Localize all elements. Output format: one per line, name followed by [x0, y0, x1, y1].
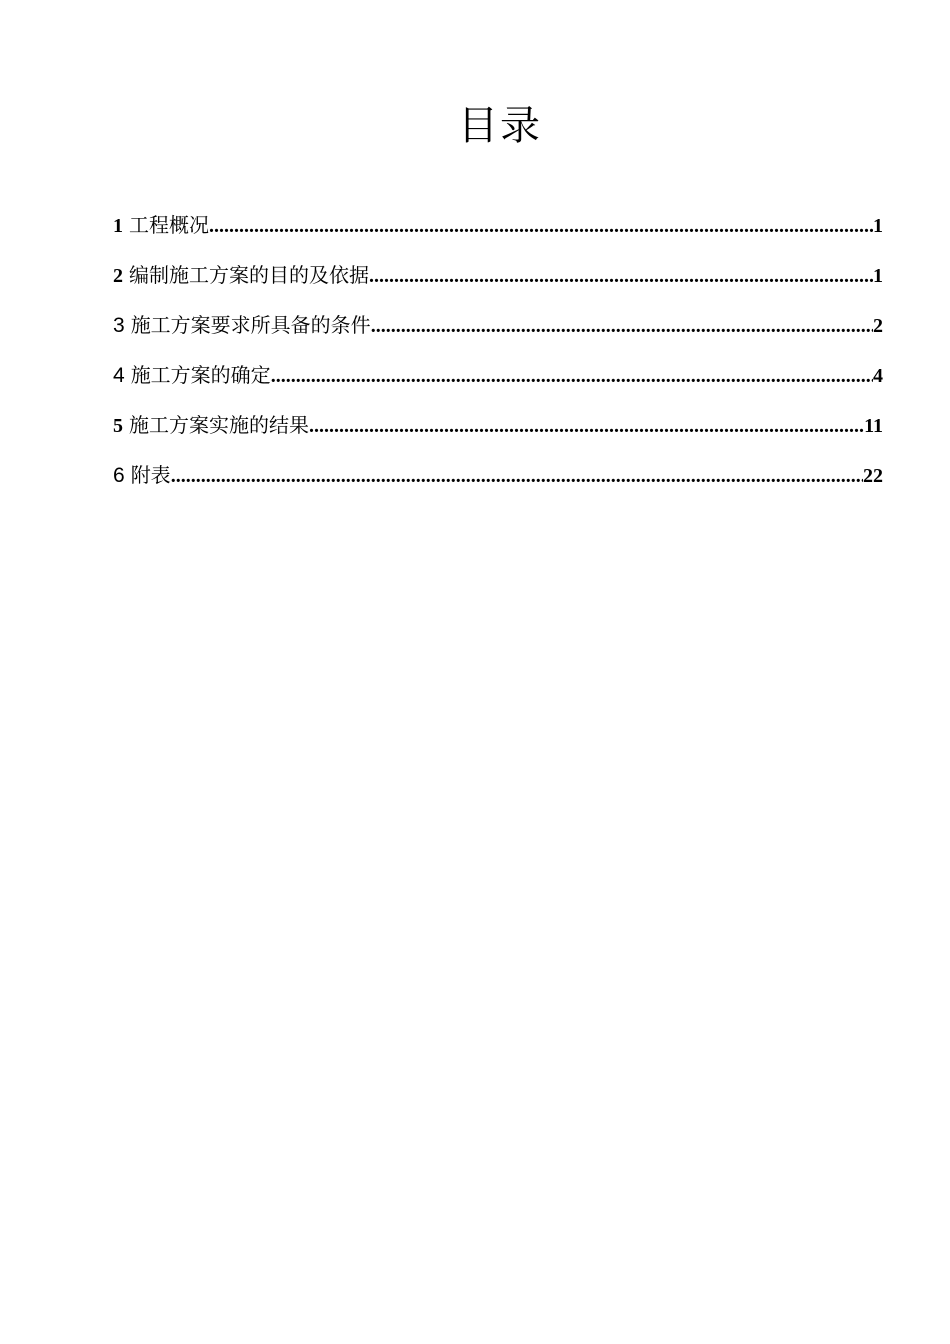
toc-entry[interactable] — [113, 358, 883, 408]
toc-entry-label: 施工方案实施的结果 — [129, 413, 309, 437]
toc-entry[interactable] — [113, 408, 883, 458]
toc-entry[interactable] — [113, 458, 883, 508]
toc-entry-number: 6 — [113, 464, 125, 487]
toc-entry-label: 编制施工方案的目的及依据 — [129, 263, 369, 287]
toc-entry-page: 22 — [863, 465, 883, 487]
toc-entry[interactable] — [113, 308, 883, 358]
toc-entry-label: 施工方案的确定 — [130, 363, 271, 387]
toc-entry-label: 施工方案要求所具备的条件 — [130, 313, 371, 337]
toc-leader-dots — [171, 459, 863, 493]
toc-entry[interactable] — [113, 208, 883, 258]
page-title: 目录 — [458, 103, 542, 149]
toc-entry-page: 4 — [873, 365, 883, 387]
toc-entry-page: 1 — [873, 215, 883, 237]
toc-entry-number: 5 — [113, 415, 123, 437]
toc-entry-number: 3 — [113, 314, 125, 337]
table-of-contents — [113, 208, 883, 508]
toc-leader-dots — [209, 209, 873, 243]
toc-entry-number: 4 — [113, 364, 125, 387]
toc-entry[interactable] — [113, 258, 883, 308]
toc-entry-page: 1 — [873, 265, 883, 287]
toc-entry-label: 工程概况 — [129, 213, 209, 237]
toc-entry-label: 附表 — [130, 463, 171, 487]
toc-leader-dots — [309, 409, 864, 443]
toc-entry-number: 2 — [113, 265, 123, 287]
toc-entry-page: 11 — [864, 415, 883, 437]
toc-leader-dots — [369, 259, 873, 293]
toc-entry-number: 1 — [113, 215, 123, 237]
toc-entry-page: 2 — [873, 315, 883, 337]
toc-leader-dots — [271, 359, 873, 393]
toc-leader-dots — [371, 309, 873, 343]
